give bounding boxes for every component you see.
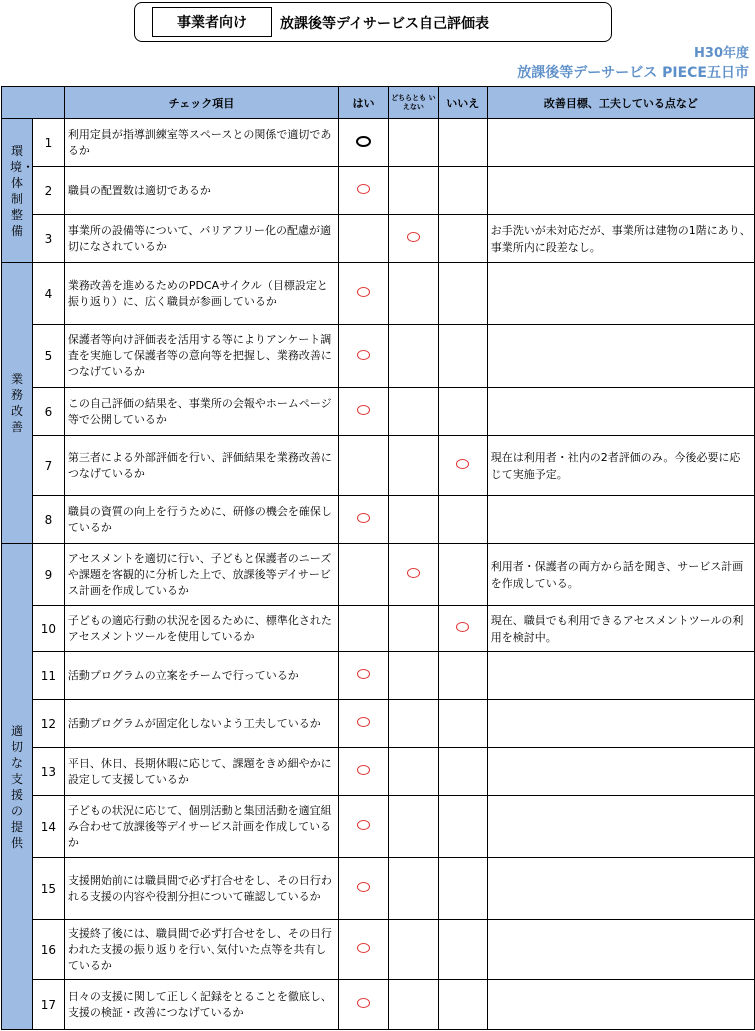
improvement-note [487,700,754,748]
answer-cell-neither [388,263,438,325]
check-item-text: 活動プログラムの立案をチームで行っているか [64,652,338,700]
answer-cell-no [438,858,487,920]
answer-cell-no [438,388,487,436]
header-meta [517,45,749,83]
circle-mark-icon [357,513,370,523]
office-name: 放課後等デーサービス PIECE五日市 [517,65,749,81]
circle-mark-icon [357,287,370,297]
answer-cell-neither [388,496,438,544]
table-row [2,167,755,215]
check-item-text: 職員の資質の向上を行うために、研修の機会を確保しているか [64,496,338,544]
row-number: 7 [32,436,64,496]
improvement-note: 利用者・保護者の両方から話を聞き、サービス計画を作成している。 [487,544,754,606]
answer-cell-yes [339,748,389,796]
answer-cell-yes [339,263,389,325]
improvement-note [487,119,754,167]
answer-cell-no [438,652,487,700]
answer-cell-yes [339,167,389,215]
table-row [2,606,755,652]
check-item-text: 業務改善を進めるためのPDCAサイクル（目標設定と振り返り）に、広く職員が参画しているか [64,263,338,325]
check-item-text: 活動プログラムが固定化しないよう工夫しているか [64,700,338,748]
row-number: 15 [32,858,64,920]
check-item-text: 日々の支援に関して正しく記録をとることを徹底し、支援の検証・改善につなげているか [64,980,338,1030]
improvement-note: お手洗いが未対応だが、事業所は建物の1階にあり、事業所内に段差なし。 [487,215,754,263]
check-item-text: アセスメントを適切に行い、子どもと保護者のニーズや課題を客観的に分析した上で、放課後等デイサービス計画を作成しているか [64,544,338,606]
answer-cell-yes [339,544,389,606]
answer-cell-neither [388,858,438,920]
answer-cell-no [438,167,487,215]
improvement-note [487,496,754,544]
improvement-note [487,263,754,325]
table-row [2,119,755,167]
row-number: 1 [32,119,64,167]
table-row [2,920,755,980]
row-number: 14 [32,796,64,858]
answer-cell-no [438,215,487,263]
circle-mark-icon [357,765,370,775]
table-header-row [2,87,755,119]
answer-cell-neither [388,119,438,167]
answer-cell-yes [339,119,389,167]
answer-cell-neither [388,920,438,980]
table-row [2,858,755,920]
row-number: 2 [32,167,64,215]
answer-cell-neither [388,700,438,748]
fiscal-year: H30年度 [694,46,749,61]
improvement-note [487,167,754,215]
section-label-text: 業務改善 [10,372,23,434]
section-label-text: 環境・体制整備 [9,143,34,238]
answer-cell-neither [388,325,438,388]
answer-cell-neither [388,167,438,215]
table-row [2,325,755,388]
section-label [2,119,33,263]
header-neither: どちらとも いえない [388,87,438,119]
circle-mark-icon [357,820,370,830]
table-row [2,215,755,263]
row-number: 12 [32,700,64,748]
circle-mark-icon [407,568,420,578]
table-row [2,544,755,606]
improvement-note [487,388,754,436]
improvement-note [487,980,754,1030]
table-row [2,496,755,544]
answer-cell-neither [388,796,438,858]
circle-mark-icon [407,232,420,242]
answer-cell-no [438,748,487,796]
row-number: 13 [32,748,64,796]
answer-cell-yes [339,858,389,920]
row-number: 16 [32,920,64,980]
table-row [2,436,755,496]
title-box [134,2,612,42]
answer-cell-no [438,325,487,388]
title-label: 事業者向け [152,7,272,37]
header-improvement: 改善目標、工夫している点など [487,87,754,119]
row-number: 17 [32,980,64,1030]
section-label [2,544,33,1030]
page-title: 放課後等デイサービス自己評価表 [280,16,490,32]
answer-cell-yes [339,388,389,436]
answer-cell-yes [339,920,389,980]
answer-cell-yes [339,606,389,652]
circle-mark-icon [357,350,370,360]
answer-cell-no [438,263,487,325]
answer-cell-neither [388,652,438,700]
answer-cell-no [438,496,487,544]
self-evaluation-table [1,86,755,1030]
circle-mark-icon [456,622,469,632]
check-item-text: 事業所の設備等について、バリアフリー化の配慮が適切になされているか [64,215,338,263]
answer-cell-yes [339,980,389,1030]
circle-mark-icon [357,669,370,679]
check-item-text: 支援開始前には職員間で必ず打合せをし、その日行われる支援の内容や役割分担について確認しているか [64,858,338,920]
improvement-note: 現在、職員でも利用できるアセスメントツールの利用を検討中。 [487,606,754,652]
answer-cell-neither [388,748,438,796]
circle-mark-icon [356,136,371,147]
answer-cell-yes [339,652,389,700]
check-item-text: 平日、休日、長期休暇に応じて、課題をきめ細やかに設定して支援しているか [64,748,338,796]
answer-cell-yes [339,325,389,388]
header-yes: はい [339,87,389,119]
circle-mark-icon [357,998,370,1008]
circle-mark-icon [357,717,370,727]
check-item-text: 第三者による外部評価を行い、評価結果を業務改善につなげているか [64,436,338,496]
circle-mark-icon [357,184,370,194]
row-number: 3 [32,215,64,263]
improvement-note [487,920,754,980]
table-row [2,980,755,1030]
answer-cell-no [438,436,487,496]
check-item-text: この自己評価の結果を、事業所の会報やホームページ等で公開しているか [64,388,338,436]
answer-cell-neither [388,606,438,652]
answer-cell-no [438,544,487,606]
improvement-note: 現在は利用者・社内の2者評価のみ。今後必要に応じて実施予定。 [487,436,754,496]
row-number: 11 [32,652,64,700]
answer-cell-neither [388,215,438,263]
row-number: 5 [32,325,64,388]
section-label-text: 適切な支援の提供 [10,723,23,850]
table-row [2,700,755,748]
check-item-text: 子どもの状況に応じて、個別活動と集団活動を適宜組み合わせて放課後等デイサービス計画を作成しているか [64,796,338,858]
answer-cell-no [438,700,487,748]
check-item-text: 支援終了後には、職員間で必ず打合せをし、その日行われた支援の振り返りを行い､気付いた点等を共有しているか [64,920,338,980]
row-number: 4 [32,263,64,325]
row-number: 9 [32,544,64,606]
table-row [2,388,755,436]
improvement-note [487,748,754,796]
answer-cell-no [438,796,487,858]
answer-cell-yes [339,796,389,858]
answer-cell-neither [388,388,438,436]
answer-cell-no [438,606,487,652]
circle-mark-icon [357,405,370,415]
table-row [2,652,755,700]
row-number: 6 [32,388,64,436]
improvement-note [487,858,754,920]
header-check-item: チェック項目 [64,87,338,119]
table-row [2,748,755,796]
table-body [2,119,755,1030]
check-item-text: 子どもの適応行動の状況を図るために、標準化されたアセスメントツールを使用しているか [64,606,338,652]
section-label [2,263,33,544]
answer-cell-yes [339,700,389,748]
answer-cell-neither [388,980,438,1030]
check-item-text: 職員の配置数は適切であるか [64,167,338,215]
answer-cell-yes [339,215,389,263]
answer-cell-yes [339,496,389,544]
header-no: いいえ [438,87,487,119]
table-row [2,796,755,858]
circle-mark-icon [357,943,370,953]
row-number: 10 [32,606,64,652]
table-row [2,263,755,325]
answer-cell-neither [388,436,438,496]
check-item-text: 利用定員が指導訓練室等スペースとの関係で適切であるか [64,119,338,167]
answer-cell-no [438,920,487,980]
answer-cell-no [438,980,487,1030]
improvement-note [487,325,754,388]
row-number: 8 [32,496,64,544]
answer-cell-no [438,119,487,167]
improvement-note [487,796,754,858]
answer-cell-neither [388,544,438,606]
check-item-text: 保護者等向け評価表を活用する等によりアンケート調査を実施して保護者等の意向等を把握し、業務改善につなげているか [64,325,338,388]
answer-cell-yes [339,436,389,496]
header-blank-cell [2,87,65,119]
circle-mark-icon [357,882,370,892]
improvement-note [487,652,754,700]
circle-mark-icon [456,459,469,469]
